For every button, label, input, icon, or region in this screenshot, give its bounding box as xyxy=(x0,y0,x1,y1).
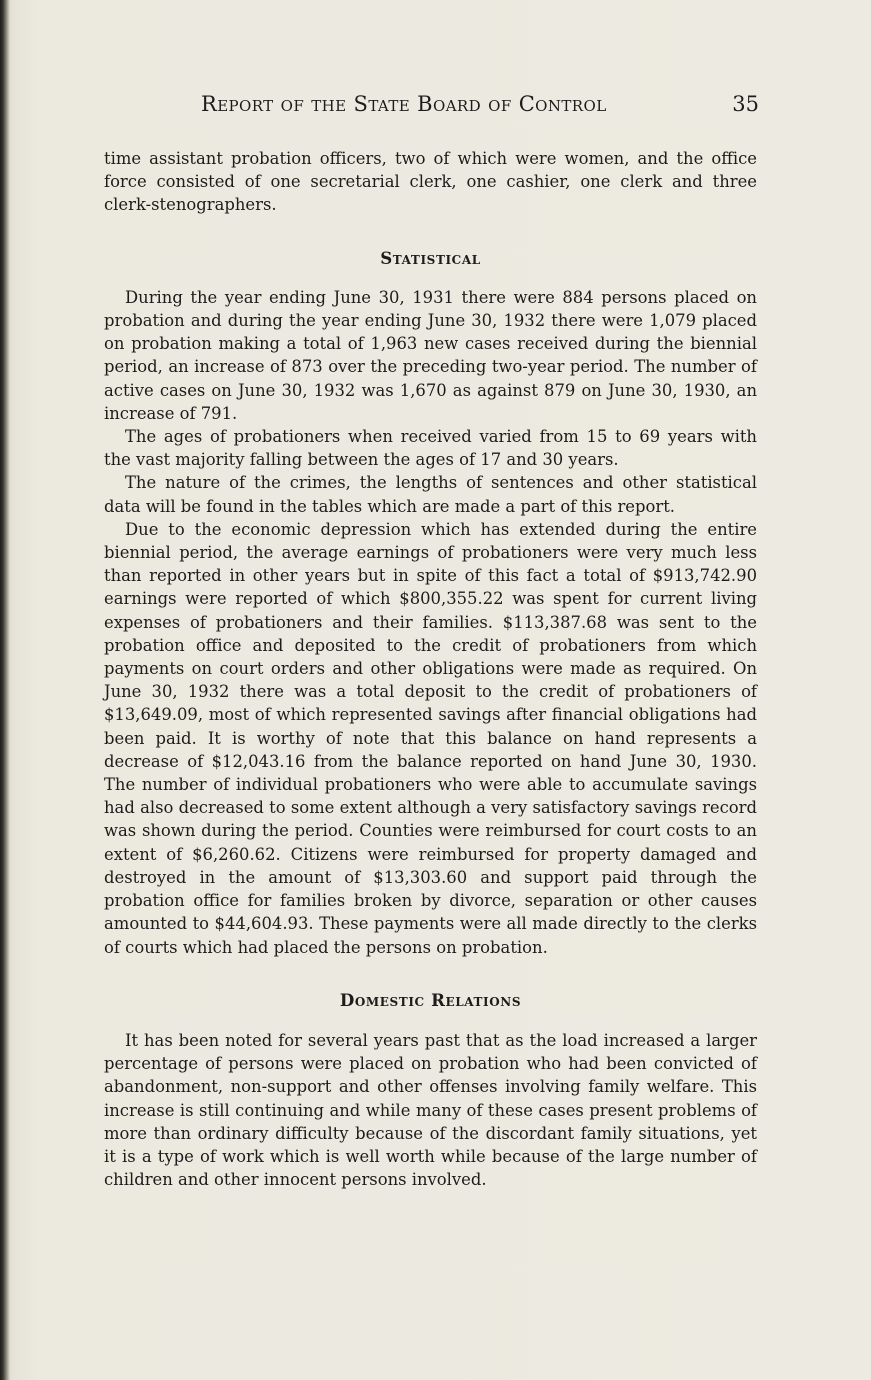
statistical-paragraph-2: The ages of probationers when received varied from 15 to 69 years with the vast majority falling between the ages of 17 and 30 years. xyxy=(104,427,757,470)
statistical-paragraph-1: During the year ending June 30, 1931 there were 884 persons placed on probation and during the year ending June 30, 1932 there were 1,079 placed on probation making a total of 1,963 new cases received during the biennial period, an increase of 873 over the preceding two-year period. The number of active cases on June 30, 1932 was 1,670 as against 879 on June 30, 1930, an increase of 791. xyxy=(104,287,757,423)
running-title: Report of the State Board of Control xyxy=(201,92,607,116)
section-heading-domestic-relations: Domestic Relations xyxy=(339,989,522,1010)
running-header xyxy=(201,92,761,122)
section-heading-statistical: Statistical xyxy=(380,247,481,268)
statistical-paragraph-4: Due to the economic depression which has extended during the entire biennial period, the average earnings of probationers were very much less than reported in other years but in spite of this fact a total of $913,742.90 earnings were reported of which $800,355.22 was spent for current living expenses of probationers and their families. $113,387.68 was sent to the probation office and deposited to the credit of probationers from which payments on court orders and other obligations were made as required. On June 30, 1932 there was a total deposit to the credit of probationers of $13,649.09, most of which represented savings after financial obligations had been paid. It is worthy of note that this balance on hand represents a decrease of $12,043.16 from the balance reported on hand June 30, 1930. The number of individual probationers who were able to accumulate savings had also decreased to some extent although a very satisfactory savings record was shown during the period. Counties were reimbursed for court costs to an extent of $6,260.62. Citizens were reimbursed for property damaged and destroyed in the amount of $13,303.60 and support paid through the probation office for families broken by divorce, separation or other causes amounted to $44,604.93. These payments were all made directly to the clerks of courts which had placed the persons on probation. xyxy=(104,519,757,957)
intro-paragraph: time assistant probation officers, two of which were women, and the office force consisted of one secretarial clerk, one cashier, one clerk and three clerk-stenographers. xyxy=(104,149,757,215)
page-number: 35 xyxy=(732,92,759,116)
page-body xyxy=(104,147,757,1191)
domestic-relations-paragraph-1: It has been noted for several years past that as the load increased a larger percentage of persons were placed on probation who had been convicted of abandonment, non-support and other offenses involving family welfare. This increase is still continuing and while many of these cases present problems of more than ordinary difficulty because of the discordant family situations, yet it is a type of work which is well worth while because of the large number of children and other innocent persons involved. xyxy=(104,1030,757,1190)
statistical-paragraph-3: The nature of the crimes, the lengths of sentences and other statistical data will be found in the tables which are made a part of this report. xyxy=(104,473,757,516)
page-binding-edge xyxy=(0,0,10,1380)
